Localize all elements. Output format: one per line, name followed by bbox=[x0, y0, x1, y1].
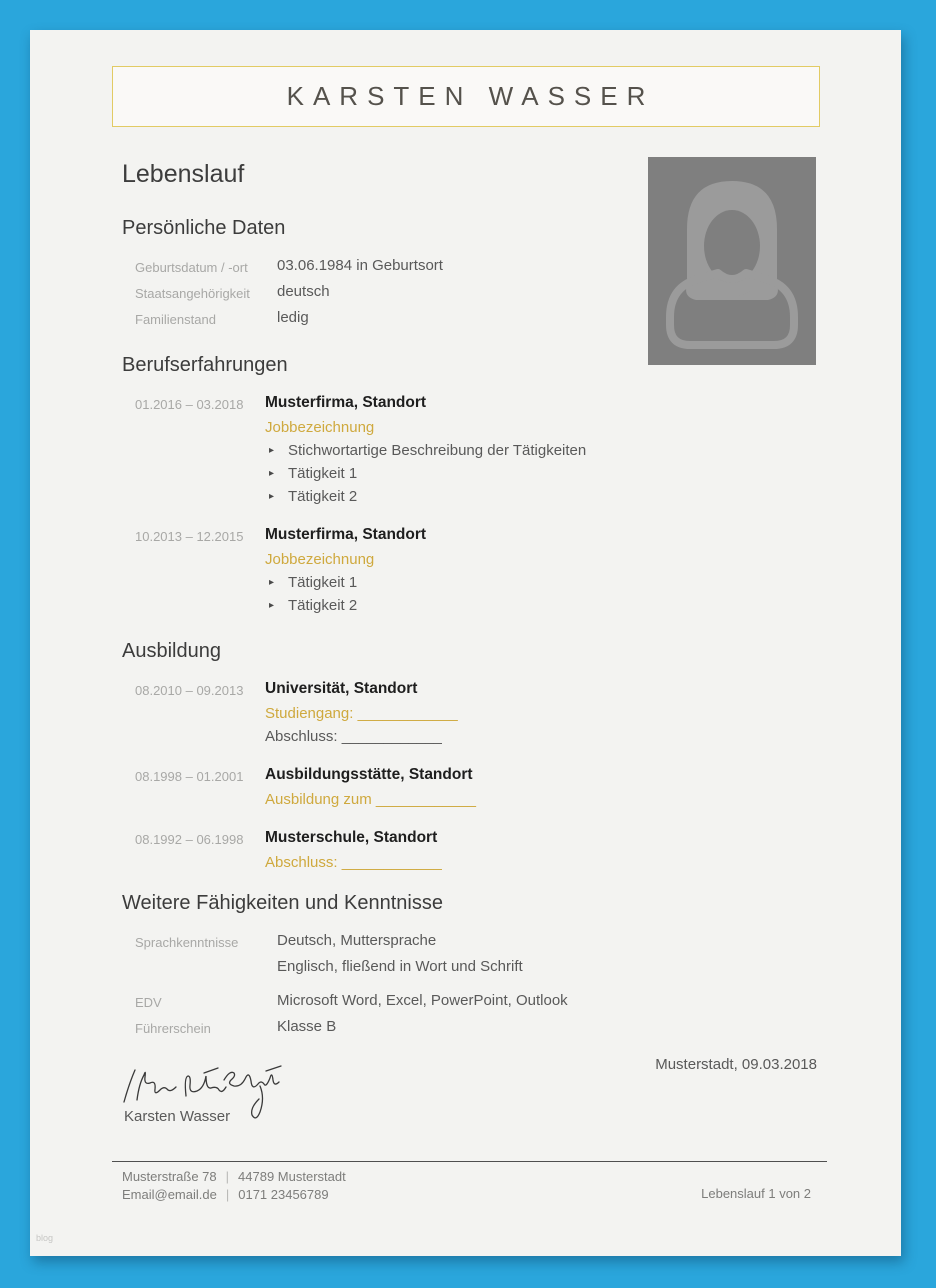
bullet-item bbox=[265, 488, 722, 505]
entry-title: Universität, Standort bbox=[265, 680, 418, 697]
bullet-text: Tätigkeit 1 bbox=[288, 574, 358, 591]
entry-period: 08.2010 – 09.2013 bbox=[135, 683, 244, 698]
entry-period: 01.2016 – 03.2018 bbox=[135, 397, 244, 412]
entry-title: Musterfirma, Standort bbox=[265, 526, 427, 543]
entry-job-title: Jobbezeichnung bbox=[265, 419, 375, 436]
footer-contact bbox=[122, 1168, 346, 1204]
field-label: Familienstand bbox=[135, 312, 216, 327]
section-skills bbox=[122, 892, 722, 1044]
skills-row bbox=[135, 1018, 722, 1036]
section-heading: Weitere Fähigkeiten und Kenntnisse bbox=[122, 892, 443, 914]
watermark: blog bbox=[36, 1233, 54, 1243]
field-label: Sprachkenntnisse bbox=[135, 935, 239, 950]
section-heading: Berufserfahrungen bbox=[122, 354, 288, 376]
resume-page bbox=[30, 30, 901, 1256]
footer-city: 44789 Musterstadt bbox=[238, 1169, 346, 1184]
skills-row bbox=[135, 992, 722, 1010]
footer-divider bbox=[112, 1161, 827, 1162]
signature-block bbox=[118, 1062, 338, 1125]
footer-email: Email@email.de bbox=[122, 1187, 217, 1202]
place-and-date: Musterstadt, 09.03.2018 bbox=[655, 1056, 817, 1073]
bullet-item bbox=[265, 574, 722, 591]
experience-entry bbox=[135, 394, 722, 511]
field-value: 03.06.1984 in Geburtsort bbox=[277, 257, 443, 274]
bullet-icon: ▸ bbox=[269, 577, 275, 588]
section-heading: Persönliche Daten bbox=[122, 217, 286, 239]
education-entry bbox=[135, 766, 722, 814]
entry-detail: Abschluss: ____________ bbox=[265, 854, 442, 871]
field-value: Microsoft Word, Excel, PowerPoint, Outlook bbox=[277, 992, 568, 1009]
skills-row bbox=[135, 932, 722, 984]
bullet-icon: ▸ bbox=[269, 445, 275, 456]
field-value: Englisch, fließend in Wort und Schrift bbox=[277, 958, 523, 975]
section-work-experience bbox=[122, 354, 722, 635]
entry-period: 08.1992 – 06.1998 bbox=[135, 832, 244, 847]
page-title: Lebenslauf bbox=[122, 160, 245, 188]
personal-row bbox=[135, 309, 722, 327]
bullet-item bbox=[265, 597, 722, 614]
entry-detail: Ausbildung zum ____________ bbox=[265, 791, 477, 808]
experience-entry bbox=[135, 526, 722, 620]
bullet-icon: ▸ bbox=[269, 600, 275, 611]
bullet-icon: ▸ bbox=[269, 491, 275, 502]
entry-job-title: Jobbezeichnung bbox=[265, 551, 375, 568]
bullet-icon: ▸ bbox=[269, 468, 275, 479]
field-label: Staatsangehörigkeit bbox=[135, 286, 250, 301]
field-value: ledig bbox=[277, 309, 309, 326]
field-label: Führerschein bbox=[135, 1021, 211, 1036]
section-heading: Ausbildung bbox=[122, 640, 221, 662]
page-indicator: Lebenslauf 1 von 2 bbox=[701, 1186, 811, 1201]
field-value: Deutsch, Muttersprache bbox=[277, 932, 437, 949]
entry-title: Musterfirma, Standort bbox=[265, 394, 427, 411]
bullet-text: Stichwortartige Beschreibung der Tätigkeiten bbox=[288, 442, 587, 459]
entry-detail: Abschluss: ____________ bbox=[265, 728, 442, 745]
bullet-item bbox=[265, 465, 722, 482]
personal-row bbox=[135, 257, 722, 275]
footer-phone: 0171 23456789 bbox=[238, 1187, 329, 1202]
person-name: KARSTEN WASSER bbox=[286, 81, 655, 111]
bullet-text: Tätigkeit 1 bbox=[288, 465, 358, 482]
separator: | bbox=[225, 1169, 230, 1184]
separator: | bbox=[225, 1187, 230, 1202]
bullet-text: Tätigkeit 2 bbox=[288, 488, 358, 505]
field-label: Geburtsdatum / -ort bbox=[135, 260, 248, 275]
field-value: Klasse B bbox=[277, 1018, 337, 1035]
field-value: deutsch bbox=[277, 283, 330, 300]
name-header-box bbox=[112, 66, 820, 127]
entry-detail: Studiengang: ____________ bbox=[265, 705, 458, 722]
entry-title: Ausbildungsstätte, Standort bbox=[265, 766, 473, 783]
entry-title: Musterschule, Standort bbox=[265, 829, 438, 846]
section-education bbox=[122, 640, 722, 892]
footer-address: Musterstraße 78 bbox=[122, 1169, 217, 1184]
bullet-item bbox=[265, 442, 722, 459]
education-entry bbox=[135, 829, 722, 877]
entry-period: 10.2013 – 12.2015 bbox=[135, 529, 244, 544]
entry-period: 08.1998 – 01.2001 bbox=[135, 769, 244, 784]
bullet-text: Tätigkeit 2 bbox=[288, 597, 358, 614]
signed-name: Karsten Wasser bbox=[124, 1108, 231, 1125]
section-personal-data bbox=[122, 217, 722, 335]
education-entry bbox=[135, 680, 722, 751]
field-label: EDV bbox=[135, 995, 162, 1010]
personal-row bbox=[135, 283, 722, 301]
